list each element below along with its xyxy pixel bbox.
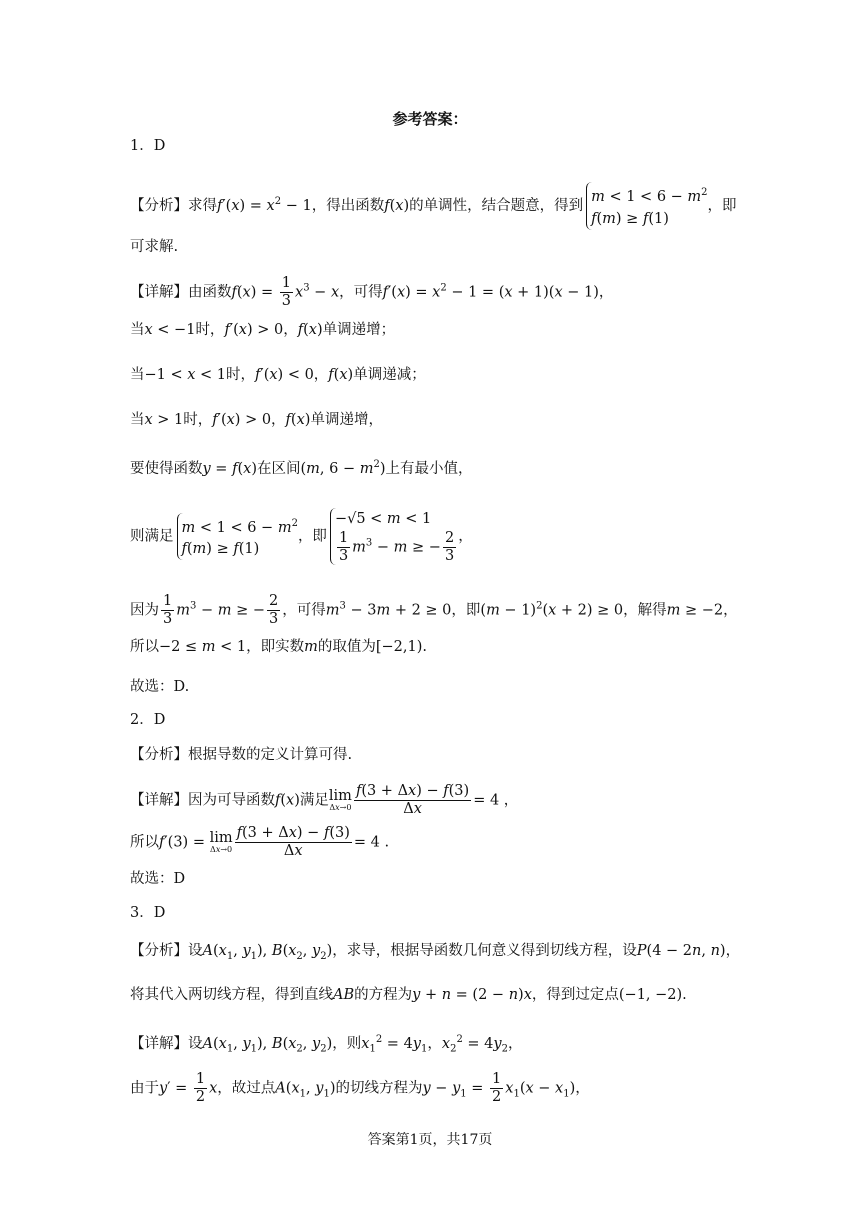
- q3-tangent: 由于y′ = $\frac{1}{2}$ x，故过点$A(x_1$, $y_1$)的切线方程为$y - y_1$ = $\frac{1}{2}$ $x_1(x - x_1)$，: [130, 1071, 590, 1105]
- q2-choose: 故选：D: [130, 871, 186, 887]
- q1-conclusion: 所以−2 ≤ m < 1，即实数m的取值为[−2,1).: [130, 639, 427, 655]
- q1-label: 1．D: [130, 138, 166, 154]
- q1-case-3: 当x > 1时，f′(x) > 0，f(x)单调递增，: [130, 412, 383, 428]
- q3-analysis-line2: 将其代入两切线方程，得到直线AB的方程为y + n = (2 − n)x，得到过定点(−1, −2).: [130, 987, 687, 1003]
- q1-choose: 故选：D.: [130, 679, 190, 695]
- q3-analysis: 【分析】设$A(x_1$, $y_1$), $B(x_2$, $y_2$)，求导，根据导函数几何意义得到切线方程，设P(4 − 2n, n)，: [130, 943, 741, 962]
- page-title: 参考答案：: [392, 110, 468, 128]
- q1-case-1: 当x < −1时，f′(x) > 0，f(x)单调递增；: [130, 322, 396, 338]
- q2-analysis: 【分析】根据导数的定义计算可得.: [130, 747, 353, 763]
- q1-condition-brace: $m < 1 < 6 - m^2$ f(m) ≥ f(1): [586, 182, 707, 230]
- q1-because: 因为 $\frac{1}{3}$ $m^3 - m$ ≥ − $\frac{2}{3}$ ，可得$m^3 - 3m + 2 \ge 0$，即$(m - 1)^2(x + 2) \ge 0$，解得m ≥ −2，: [130, 593, 738, 627]
- q1-case-2: 当−1 < x < 1时，f′(x) < 0，f(x)单调递减；: [130, 367, 426, 383]
- page-footer: 答案第1页，共17页: [367, 1132, 493, 1148]
- q2-detail: 【详解】因为可导函数f(x)满足 lim Δx→0 $\frac{f(3 + \Delta x) - f(3)}{\Delta x}$ = 4 ，: [130, 783, 519, 817]
- q2-label: 2．D: [130, 712, 166, 728]
- q1-requirement: 要使得函数y = f(x)在区间(m, $6 - m^2$)上有最小值，: [130, 459, 473, 477]
- q1-analysis-end: 可求解.: [130, 239, 179, 255]
- q2-conclusion: 所以f′(3) = lim Δx→0 $\frac{f(3 + \Delta x) - f(3)}{\Delta x}$ = 4 .: [130, 825, 390, 859]
- q1-detail: 【详解】由函数f(x) = $\frac{1}{3}$ $x^3 - x$，可得$f'(x) = x^2 - 1 = (x + 1)(x - 1)$，: [130, 275, 614, 309]
- q3-detail: 【详解】设$A(x_1$, $y_1$), $B(x_2$, $y_2$)，则$x_1^2 = 4y_1$，$x_2^2 = 4y_2$，: [130, 1034, 523, 1055]
- q3-label: 3．D: [130, 905, 166, 921]
- q1-satisfy: 则满足 $m < 1 < 6 - m^2$ f(m) ≥ f(1) ，即 −√5 < m < 1 $\frac{1}{3}$ $m^3 - m$ ≥ − $\frac{2}{3}$ ，: [130, 508, 473, 565]
- q1-analysis: 【分析】求得$f'(x) = x^2 - 1$，得出函数f(x)的单调性，结合题意，得到 $m < 1 < 6 - m^2$ f(m) ≥ f(1) ，即: [130, 182, 737, 230]
